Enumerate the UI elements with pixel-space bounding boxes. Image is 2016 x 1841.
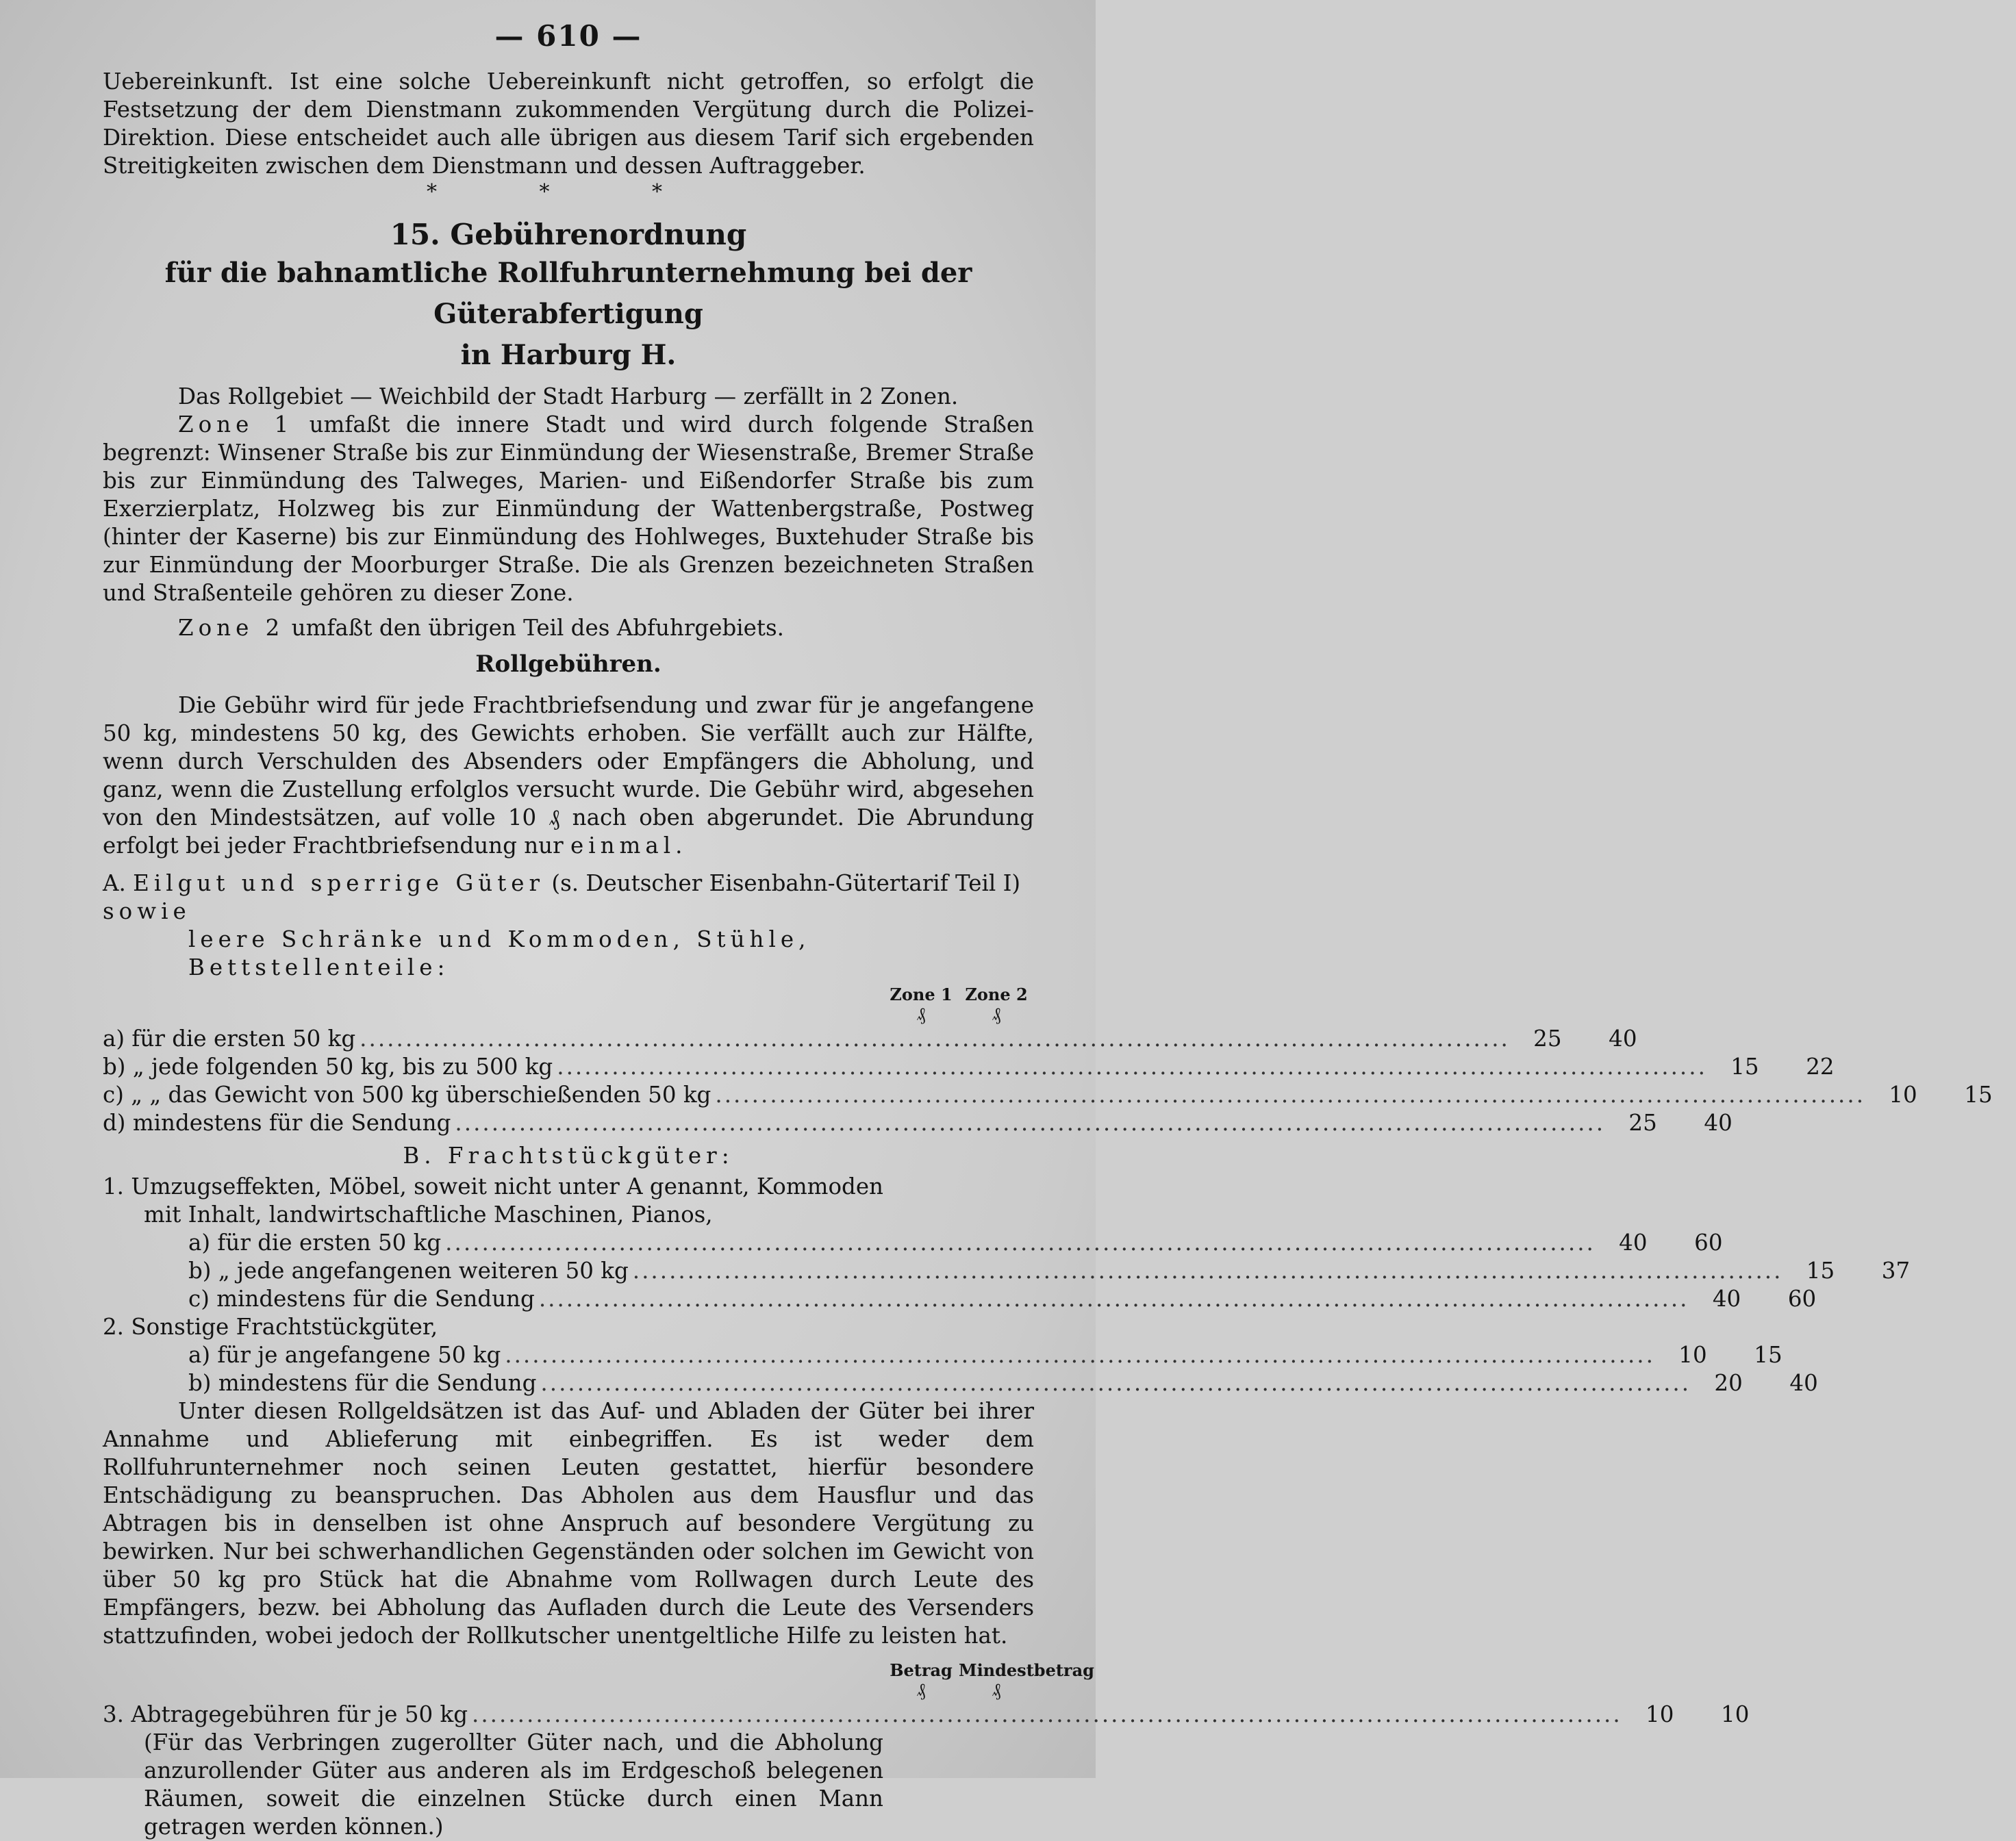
row-zone-1-value: 10 <box>1678 1342 1707 1368</box>
heading-number: 15. Gebührenordnung <box>390 218 747 251</box>
column-betrag: Betrag <box>890 1660 953 1680</box>
table-row <box>103 1369 1818 1397</box>
section-b-item-1-line-2: mit Inhalt, landwirtschaftliche Maschinen, Pianos, <box>144 1202 713 1228</box>
paragraph-zone-1 <box>103 411 1034 607</box>
row-label: a) für die ersten 50 kg <box>188 1230 442 1256</box>
leader-dots: .............................................................................................................................. <box>360 1026 1510 1052</box>
row-mindestbetrag-value: 10 <box>1721 1701 1750 1727</box>
paragraph-zone-2 <box>103 614 1034 642</box>
table-row <box>103 1081 1993 1109</box>
section-a-sowie: sowie <box>103 898 191 924</box>
section-3-column-header <box>103 1660 1094 1680</box>
table-row <box>103 1341 1782 1369</box>
row-label: a) für die ersten 50 kg <box>103 1026 356 1052</box>
unit-betrag: ₰ <box>916 1680 926 1701</box>
row-zone-2-value: 37 <box>1881 1258 1911 1284</box>
fee-paragraph-text: Die Gebühr wird für jede Frachtbriefsendung und zwar für je angefangene 50 kg, mindestens 50 kg, des Gewichts erhoben. Sie verfällt auch zur Hälfte, wenn durch Verschulden des Absenders oder Empfängers die Abholung, und ganz, wenn die Zustellung erfolglos versucht wurde. Die Gebühr wird, abgesehen von den Mindestsätzen, auf volle 10 ₰ nach oben abgerundet. Die Abrundung erfolgt bei jeder Frachtbriefsendung nur <box>103 692 1034 859</box>
table-row <box>103 1257 1911 1285</box>
section-3-units <box>103 1680 1034 1701</box>
column-zone-1: Zone 1 <box>890 985 953 1004</box>
page-number: — 610 — <box>494 19 642 53</box>
leader-dots: .............................................................................................................................. <box>445 1230 1596 1256</box>
paragraph-rollgebiet: Das Rollgebiet — Weichbild der Stadt Harburg — zerfällt in 2 Zonen. <box>178 383 959 409</box>
zone-1-text: umfaßt die innere Stadt und wird durch folgende Straßen begrenzt: Winsener Straße bis zur Einmündung der Wiesenstraße, Bremer Straße bis zur Einmündung des Talweges, Marien- und Eißendorfer Straße bis zum Exerzierplatz, Holzweg bis zur Einmündung der Wattenbergstraße, Postweg (hinter der Kaserne) bis zur Einmündung des Hohlweges, Buxtehuder Straße bis zur Einmündung der Moorburger Straße. Die als Grenzen bezeichneten Straßen und Straßenteile gehören zu dieser Zone. <box>103 411 1034 606</box>
row-zone-1-value: 15 <box>1730 1054 1759 1080</box>
row-zone-1-value: 40 <box>1619 1230 1648 1256</box>
intro-paragraph: Uebereinkunft. Ist eine solche Uebereinkunft nicht getroffen, so erfolgt die Festsetzung der dem Dienstmann zukommenden Vergütung durch die Polizei-Direktion. Diese entscheidet auch alle übrigen aus diesem Tarif sich ergebenden Streitigkeiten zwischen dem Dienstmann und dessen Auftraggeber. <box>103 68 1034 179</box>
zone-1-label: Zone 1 <box>178 411 294 437</box>
leader-dots: .............................................................................................................................. <box>455 1110 1606 1136</box>
column-header-zones <box>103 985 1034 1004</box>
section-a-line-2: leere Schränke und Kommoden, Stühle, Bettstellenteile: <box>188 926 811 980</box>
row-zone-2-value: 15 <box>1964 1082 1993 1108</box>
row-label: b) „ jede folgenden 50 kg, bis zu 500 kg <box>103 1054 553 1080</box>
row-label: d) mindestens für die Sendung <box>103 1110 451 1136</box>
table-row <box>103 1025 1637 1053</box>
heading-line-3: in Harburg H. <box>460 339 677 371</box>
row-zone-1-value: 25 <box>1628 1110 1657 1136</box>
row-label: c) „ „ das Gewicht von 500 kg überschießenden 50 kg <box>103 1082 711 1108</box>
fee-paragraph-end: einmal. <box>570 833 688 859</box>
zone-2-label: Zone 2 <box>178 615 285 641</box>
section-3-note: (Für das Verbringen zugerollter Güter nach, und die Abholung anzurollender Güter aus anderen als im Erdgeschoß belegenen Räumen, soweit die einzelnen Stücke durch einen Mann getragen werden können.) <box>144 1729 883 1840</box>
section-a-title-spaced: Eilgut und sperrige Güter <box>133 870 545 896</box>
row-label: a) für je angefangene 50 kg <box>188 1342 501 1368</box>
section-a-title-rest: (s. Deutscher Eisenbahn-Gütertarif Teil I) <box>544 870 1021 896</box>
unit-zone-2: ₰ <box>992 1004 1001 1025</box>
section-b-item-1-table <box>103 1229 1911 1313</box>
leader-dots: .............................................................................................................................. <box>557 1054 1707 1080</box>
leader-dots: .............................................................................................................................. <box>540 1370 1691 1396</box>
section-a-table <box>103 1025 1993 1137</box>
row-label: b) mindestens für die Sendung <box>188 1370 537 1396</box>
row-zone-2-value: 22 <box>1806 1054 1835 1080</box>
section-b-item-1-line-1: 1. Umzugseffekten, Möbel, soweit nicht unter A genannt, Kommoden <box>103 1173 883 1199</box>
leader-dots: .............................................................................................................................. <box>538 1286 1689 1312</box>
row-zone-1-value: 40 <box>1712 1286 1741 1312</box>
leader-dots: .............................................................................................................................. <box>715 1082 1866 1108</box>
section-b-title: B. Frachtstückgüter: <box>403 1143 734 1169</box>
row-zone-2-value: 60 <box>1787 1286 1817 1312</box>
subheading-rollgebuehren: Rollgebühren. <box>475 650 662 678</box>
table-row <box>103 1109 1732 1137</box>
row-zone-2-value: 15 <box>1754 1342 1782 1368</box>
row-zone-2-value: 40 <box>1609 1026 1637 1052</box>
row-label: c) mindestens für die Sendung <box>188 1286 535 1312</box>
section-a-prefix: A. <box>103 870 126 896</box>
zone-2-text: umfaßt den übrigen Teil des Abfuhrgebiets. <box>284 615 784 641</box>
column-units <box>103 1004 1034 1025</box>
row-zone-1-value: 20 <box>1714 1370 1743 1396</box>
section-b-item-2-table <box>103 1341 1818 1397</box>
heading-line-2: für die bahnamtliche Rollfuhrunternehmung bei der Güterabfertigung <box>164 257 972 330</box>
fee-paragraph <box>103 691 1034 860</box>
row-betrag-value: 10 <box>1646 1701 1674 1727</box>
section-a-title <box>103 869 1034 926</box>
table-row <box>103 1285 1817 1313</box>
leader-dots: .............................................................................................................................. <box>505 1342 1655 1368</box>
closing-paragraph: Unter diesen Rollgeldsätzen ist das Auf- und Abladen der Güter bei ihrer Annahme und Ablieferung mit einbegriffen. Es ist weder dem Rollfuhrunternehmer noch seinen Leuten gestattet, hierfür besondere Entschädigung zu beanspruchen. Das Abholen aus dem Hausflur und das Abtragen bis in denselben ist ohne Anspruch auf besondere Vergütung zu bewirken. Nur bei schwerhandlichen Gegenständen oder solchen im Gewicht von über 50 kg pro Stück hat die Abnahme vom Rollwagen durch Leute des Empfängers, bezw. bei Abholung das Aufladen durch die Leute des Versenders stattzufinden, wobei jedoch der Rollkutscher unentgeltliche Hilfe zu leisten hat. <box>103 1398 1034 1649</box>
row-label: b) „ jede angefangenen weiteren 50 kg <box>188 1258 629 1284</box>
leader-dots: .............................................................................................................................. <box>632 1258 1783 1284</box>
unit-mindestbetrag: ₰ <box>992 1680 1001 1701</box>
row-zone-2-value: 40 <box>1704 1110 1732 1136</box>
table-row <box>103 1053 1835 1081</box>
row-label: 3. Abtragegebühren für je 50 kg <box>103 1701 468 1727</box>
column-mindestbetrag: Mindestbetrag <box>959 1660 1094 1680</box>
row-zone-2-value: 40 <box>1789 1370 1818 1396</box>
row-zone-1-value: 10 <box>1889 1082 1917 1108</box>
table-row <box>103 1229 1723 1257</box>
separator: * * * <box>426 180 711 204</box>
row-zone-1-value: 15 <box>1806 1258 1835 1284</box>
column-zone-2: Zone 2 <box>965 985 1028 1004</box>
leader-dots: .............................................................................................................................. <box>472 1701 1622 1727</box>
unit-zone-1: ₰ <box>916 1004 926 1025</box>
row-zone-1-value: 25 <box>1533 1026 1562 1052</box>
section-a <box>103 869 1034 982</box>
table-row <box>103 1701 1750 1729</box>
section-b-item-2-line: 2. Sonstige Frachtstückgüter, <box>103 1314 438 1340</box>
row-zone-2-value: 60 <box>1694 1230 1723 1256</box>
